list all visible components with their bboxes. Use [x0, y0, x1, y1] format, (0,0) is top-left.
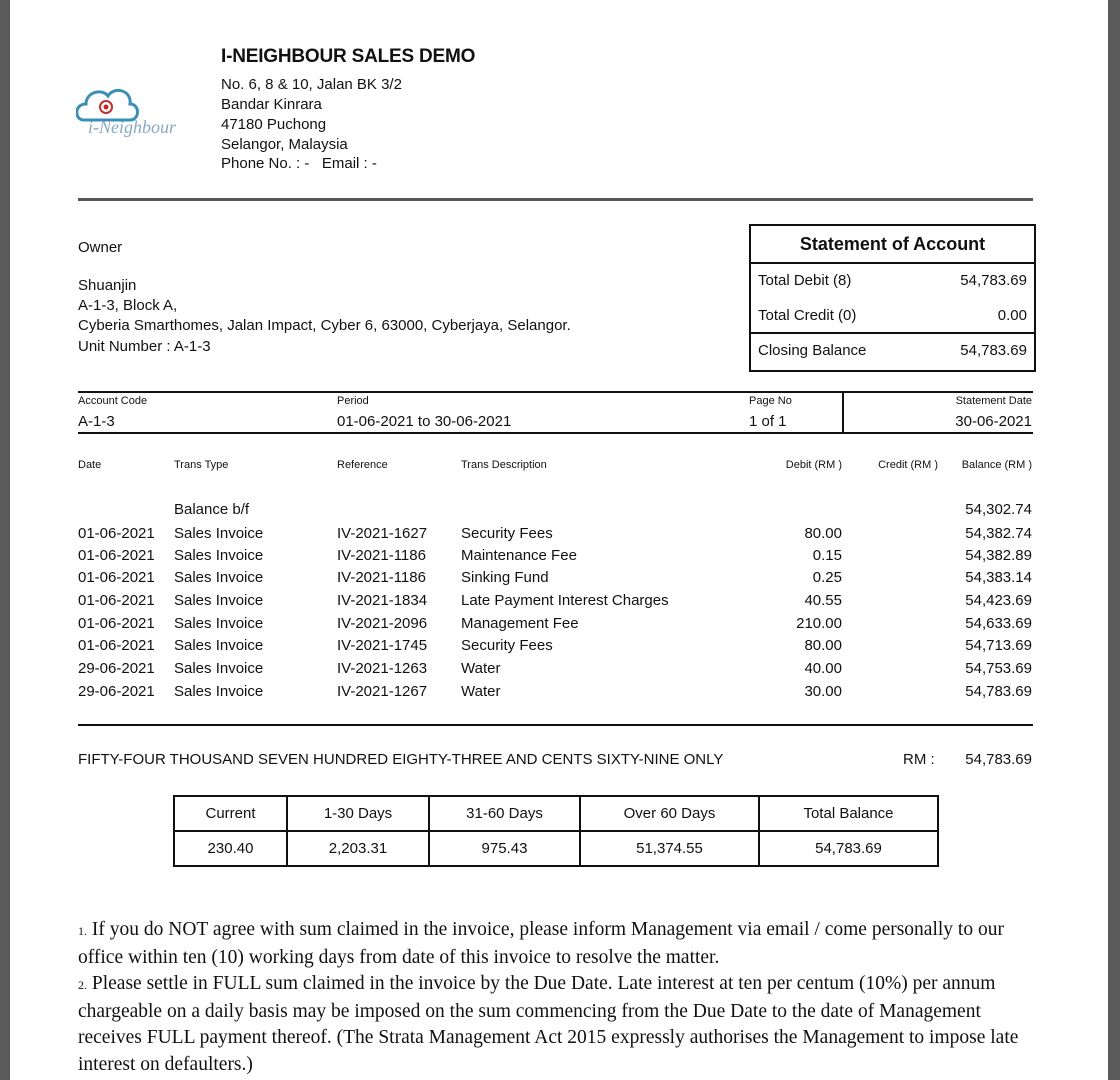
note-1: [78, 917, 1038, 971]
row-date: 01-06-2021: [78, 592, 155, 609]
row-description: Late Payment Interest Charges: [461, 592, 669, 609]
row-debit: 0.15: [812, 547, 842, 564]
aging-header-over-60: Over 60 Days: [580, 796, 759, 831]
row-trans-type: Sales Invoice: [174, 637, 264, 654]
statement-date-label: Statement Date: [955, 395, 1032, 407]
row-balance: 54,753.69: [965, 660, 1032, 677]
row-balance: 54,713.69: [965, 637, 1032, 654]
info-vertical-rule: [842, 391, 844, 434]
row-description: Water: [461, 683, 501, 700]
col-header-balance: Balance (RM ): [961, 459, 1032, 471]
owner-name: Shuanjin: [78, 277, 137, 294]
period-value: 01-06-2021 to 30-06-2021: [337, 413, 512, 430]
row-trans-type: Sales Invoice: [174, 660, 264, 677]
row-description: Management Fee: [461, 615, 579, 632]
aging-header-total: Total Balance: [759, 796, 938, 831]
notes-section: [78, 917, 1038, 1078]
page-no-label: Page No: [749, 395, 792, 407]
total-debit-value: 54,783.69: [960, 272, 1027, 289]
row-reference: IV-2021-1186: [337, 547, 426, 564]
page-no-value: 1 of 1: [749, 413, 787, 430]
company-name: I-NEIGHBOUR SALES DEMO: [221, 46, 476, 67]
owner-address-1: A-1-3, Block A,: [78, 297, 178, 314]
row-balance: 54,783.69: [965, 683, 1032, 700]
note-2-number: 2.: [78, 978, 87, 992]
total-credit-label: Total Credit (0): [758, 307, 857, 324]
row-trans-type: Sales Invoice: [174, 525, 264, 542]
row-reference: IV-2021-1745: [337, 637, 428, 654]
row-description: Water: [461, 660, 501, 677]
total-debit-label: Total Debit (8): [758, 272, 852, 289]
statement-page: [10, 0, 1108, 1080]
row-balance: 54,382.74: [965, 525, 1032, 542]
row-reference: IV-2021-1267: [337, 683, 428, 700]
row-balance: 54,423.69: [965, 592, 1032, 609]
row-trans-type: Sales Invoice: [174, 683, 264, 700]
row-trans-type: Sales Invoice: [174, 592, 264, 609]
contact-line: Phone No. : - Email : -: [221, 155, 377, 172]
row-debit: 0.25: [812, 569, 842, 586]
row-description: Security Fees: [461, 637, 553, 654]
row-debit: 80.00: [804, 525, 842, 542]
aging-header-31-60: 31-60 Days: [429, 796, 580, 831]
note-1-text: If you do NOT agree with sum claimed in the invoice, please inform Management via email / come personally to our office within ten (10) working days from date of this invoice to resolve the matter.: [78, 919, 1004, 968]
note-2-text: Please settle in FULL sum claimed in the invoice by the Due Date. Late interest at ten per centum (10%) per annum chargeable on a daily basis may be imposed on the sum commencing from the Due Date to the date of Management receives FULL payment thereof. (The Strata Management Act 2015 expressly authorises the Management to impose late interest on defaulters.): [78, 973, 1019, 1075]
row-date: 01-06-2021: [78, 525, 155, 542]
owner-unit-number: Unit Number : A-1-3: [78, 338, 211, 355]
col-header-description: Trans Description: [461, 459, 547, 471]
row-balance: 54,633.69: [965, 615, 1032, 632]
aging-value-row: [174, 831, 938, 866]
address-line-4: Selangor, Malaysia: [221, 136, 348, 153]
row-debit: 30.00: [804, 683, 842, 700]
statement-summary-box: [749, 224, 1036, 372]
aging-table: [173, 795, 939, 867]
currency-label: RM :: [903, 751, 935, 768]
total-credit-value: 0.00: [997, 307, 1027, 324]
aging-value-1-30: 2,203.31: [287, 831, 429, 866]
total-credit-row: [751, 299, 1034, 333]
row-date: 01-06-2021: [78, 569, 155, 586]
row-debit: 40.00: [804, 660, 842, 677]
aging-header-current: Current: [174, 796, 287, 831]
row-reference: IV-2021-1186: [337, 569, 426, 586]
account-code-value: A-1-3: [78, 413, 115, 430]
row-balance: 54,383.14: [965, 569, 1032, 586]
info-top-rule: [78, 391, 1033, 393]
row-reference: IV-2021-1263: [337, 660, 428, 677]
address-line-3: 47180 Puchong: [221, 116, 327, 133]
statement-date-value: 30-06-2021: [955, 413, 1032, 430]
row-balance: 54,382.89: [965, 547, 1032, 564]
address-line-1: No. 6, 8 & 10, Jalan BK 3/2: [221, 76, 402, 93]
row-debit: 210.00: [796, 615, 842, 632]
row-trans-type: Balance b/f: [174, 501, 250, 518]
aging-value-31-60: 975.43: [429, 831, 580, 866]
row-date: 29-06-2021: [78, 660, 155, 677]
row-reference: IV-2021-1834: [337, 592, 428, 609]
row-balance: 54,302.74: [965, 501, 1032, 518]
col-header-debit: Debit (RM ): [785, 459, 842, 471]
note-1-number: 1.: [78, 924, 87, 938]
period-label: Period: [337, 395, 369, 407]
company-logo: [76, 80, 206, 140]
row-trans-type: Sales Invoice: [174, 547, 264, 564]
statement-title: Statement of Account: [751, 226, 1034, 264]
info-bottom-rule: [78, 432, 1033, 434]
total-debit-row: [751, 264, 1034, 298]
row-date: 01-06-2021: [78, 547, 155, 564]
col-header-trans-type: Trans Type: [174, 459, 229, 471]
row-trans-type: Sales Invoice: [174, 569, 264, 586]
row-reference: IV-2021-1627: [337, 525, 428, 542]
aging-value-total: 54,783.69: [759, 831, 938, 866]
row-date: 01-06-2021: [78, 637, 155, 654]
aging-value-over-60: 51,374.55: [580, 831, 759, 866]
row-reference: IV-2021-2096: [337, 615, 428, 632]
col-header-reference: Reference: [337, 459, 388, 471]
row-description: Maintenance Fee: [461, 547, 577, 564]
row-debit: 80.00: [804, 637, 842, 654]
address-line-2: Bandar Kinrara: [221, 96, 322, 113]
aging-header-row: [174, 796, 938, 831]
closing-balance-label: Closing Balance: [758, 342, 867, 359]
account-code-label: Account Code: [78, 395, 148, 407]
col-header-credit: Credit (RM ): [878, 459, 938, 471]
row-date: 29-06-2021: [78, 683, 155, 700]
row-date: 01-06-2021: [78, 615, 155, 632]
owner-label: Owner: [78, 239, 123, 256]
col-header-date: Date: [78, 459, 102, 471]
note-2: [78, 971, 1038, 1078]
amount-in-words: FIFTY-FOUR THOUSAND SEVEN HUNDRED EIGHTY-THREE AND CENTS SIXTY-NINE ONLY: [78, 751, 724, 768]
owner-address-2: Cyberia Smarthomes, Jalan Impact, Cyber 6, 63000, Cyberjaya, Selangor.: [78, 317, 571, 334]
logo-wordmark: i-Neighbour: [88, 117, 176, 137]
table-bottom-rule: [78, 724, 1033, 726]
total-amount: 54,783.69: [965, 751, 1032, 768]
row-description: Sinking Fund: [461, 569, 549, 586]
header-divider: [78, 198, 1033, 201]
closing-balance-value: 54,783.69: [960, 342, 1027, 359]
aging-value-current: 230.40: [174, 831, 287, 866]
row-description: Security Fees: [461, 525, 553, 542]
row-trans-type: Sales Invoice: [174, 615, 264, 632]
row-debit: 40.55: [804, 592, 842, 609]
closing-balance-row: [751, 334, 1034, 368]
aging-header-1-30: 1-30 Days: [287, 796, 429, 831]
